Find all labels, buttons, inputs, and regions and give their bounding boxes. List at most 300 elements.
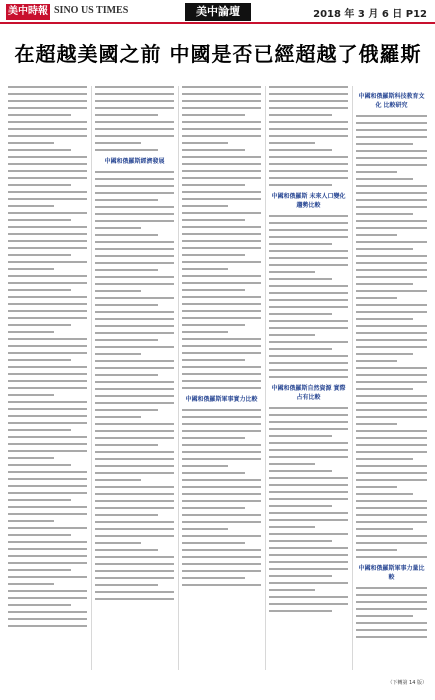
text-line	[269, 299, 348, 301]
section-subhead: 中國和俄羅斯自然資源 實際占有比較	[271, 385, 346, 401]
text-line	[269, 533, 348, 535]
text-line	[95, 430, 174, 432]
text-line	[182, 240, 261, 242]
text-line	[269, 107, 348, 109]
text-line	[356, 311, 427, 313]
body-text	[8, 86, 87, 627]
text-line	[269, 184, 332, 186]
text-line	[182, 352, 261, 354]
text-line	[95, 437, 174, 439]
text-line	[269, 603, 348, 605]
text-line	[269, 243, 332, 245]
text-line	[269, 519, 348, 521]
text-line	[8, 338, 87, 340]
text-line	[269, 163, 348, 165]
date-page: 2018 年 3 月 6 日 P12	[313, 9, 427, 20]
text-line	[356, 129, 427, 131]
text-line	[8, 380, 87, 382]
text-line	[182, 324, 245, 326]
text-line	[269, 320, 348, 322]
text-line	[8, 359, 71, 361]
text-line	[356, 234, 397, 236]
text-line	[95, 423, 174, 425]
text-line	[95, 318, 174, 320]
text-line	[95, 192, 174, 194]
text-line	[356, 367, 427, 369]
text-line	[356, 479, 427, 481]
text-line	[182, 373, 261, 375]
text-line	[182, 577, 245, 579]
text-line	[8, 541, 87, 543]
text-line	[8, 121, 87, 123]
text-line	[8, 177, 87, 179]
section-subhead: 中國和俄羅斯科技教育文化 比較研究	[358, 93, 425, 109]
article-column-1	[8, 86, 87, 670]
body-text	[182, 409, 261, 586]
text-line	[8, 562, 87, 564]
column-rule	[265, 86, 266, 670]
text-line	[182, 437, 245, 439]
text-line	[95, 402, 174, 404]
body-text	[95, 86, 174, 151]
text-line	[8, 534, 71, 536]
text-line	[95, 121, 174, 123]
text-line	[8, 513, 87, 515]
text-line	[182, 521, 261, 523]
text-line	[95, 185, 174, 187]
text-line	[356, 437, 427, 439]
text-line	[356, 629, 427, 631]
text-line	[8, 135, 87, 137]
text-line	[269, 484, 348, 486]
text-line	[95, 339, 158, 341]
text-line	[182, 121, 261, 123]
text-line	[95, 500, 174, 502]
text-line	[95, 458, 174, 460]
text-line	[8, 457, 54, 459]
text-line	[8, 590, 87, 592]
text-line	[356, 227, 427, 229]
text-line	[356, 615, 413, 617]
text-line	[95, 577, 174, 579]
text-line	[356, 283, 413, 285]
text-line	[8, 506, 87, 508]
text-line	[182, 247, 261, 249]
text-line	[269, 355, 348, 357]
text-line	[356, 472, 427, 474]
text-line	[269, 215, 348, 217]
text-line	[182, 380, 261, 382]
text-line	[269, 334, 315, 336]
text-line	[95, 507, 174, 509]
text-line	[356, 587, 427, 589]
text-line	[95, 465, 174, 467]
text-line	[356, 262, 427, 264]
article-column-4	[269, 86, 348, 670]
text-line	[95, 451, 174, 453]
text-line	[8, 100, 87, 102]
text-line	[182, 359, 245, 361]
text-line	[356, 556, 427, 558]
section-subhead: 中國和俄羅斯軍事實力比較	[185, 396, 258, 403]
text-line	[356, 115, 427, 117]
section-subhead: 中國和俄羅斯經濟發展	[104, 158, 165, 165]
text-line	[269, 278, 332, 280]
text-line	[356, 206, 427, 208]
text-line	[356, 122, 427, 124]
text-line	[8, 149, 71, 151]
text-line	[356, 542, 427, 544]
text-line	[8, 205, 54, 207]
text-line	[182, 387, 261, 389]
text-line	[269, 463, 315, 465]
section-subhead: 中國和俄羅斯軍事力量比較	[358, 565, 425, 581]
text-line	[269, 264, 348, 266]
text-line	[356, 514, 427, 516]
text-line	[95, 584, 158, 586]
text-line	[182, 535, 261, 537]
text-line	[182, 184, 245, 186]
text-line	[356, 409, 427, 411]
text-line	[269, 156, 348, 158]
text-line	[182, 135, 261, 137]
text-line	[356, 255, 427, 257]
text-line	[356, 395, 427, 397]
text-line	[182, 528, 228, 530]
text-line	[182, 500, 261, 502]
text-line	[8, 324, 71, 326]
section-label: 美中論壇	[185, 3, 251, 21]
text-line	[8, 198, 87, 200]
text-line	[95, 556, 174, 558]
text-line	[8, 142, 54, 144]
text-line	[8, 163, 87, 165]
text-line	[182, 514, 261, 516]
text-line	[269, 554, 348, 556]
text-line	[8, 107, 87, 109]
text-line	[356, 332, 427, 334]
text-line	[182, 345, 261, 347]
text-line	[8, 254, 71, 256]
text-line	[356, 150, 427, 152]
text-line	[95, 241, 174, 243]
text-line	[8, 275, 87, 277]
text-line	[356, 297, 397, 299]
text-line	[269, 135, 348, 137]
text-line	[95, 248, 174, 250]
text-line	[95, 283, 174, 285]
text-line	[8, 464, 71, 466]
text-line	[8, 429, 71, 431]
text-line	[356, 381, 427, 383]
text-line	[182, 563, 261, 565]
text-line	[95, 178, 174, 180]
text-line	[95, 444, 158, 446]
text-line	[269, 292, 348, 294]
text-line	[95, 346, 174, 348]
text-line	[269, 568, 348, 570]
text-line	[95, 325, 174, 327]
text-line	[269, 449, 348, 451]
text-line	[95, 114, 158, 116]
text-line	[269, 369, 348, 371]
text-line	[269, 341, 348, 343]
text-line	[95, 388, 174, 390]
text-line	[356, 339, 427, 341]
text-line	[356, 213, 413, 215]
text-line	[269, 250, 348, 252]
text-line	[95, 199, 158, 201]
text-line	[8, 303, 87, 305]
text-line	[182, 451, 261, 453]
text-line	[8, 583, 54, 585]
text-line	[95, 472, 174, 474]
text-line	[356, 521, 427, 523]
text-line	[95, 563, 174, 565]
text-line	[182, 233, 261, 235]
text-line	[269, 610, 332, 612]
text-line	[269, 540, 332, 542]
text-line	[269, 414, 348, 416]
text-line	[182, 156, 261, 158]
masthead	[0, 0, 435, 24]
text-line	[269, 428, 348, 430]
article-column-2	[95, 86, 174, 670]
text-line	[8, 394, 54, 396]
text-line	[269, 477, 348, 479]
text-line	[269, 177, 348, 179]
text-line	[95, 591, 174, 593]
text-line	[8, 611, 87, 613]
text-line	[8, 485, 87, 487]
text-line	[8, 450, 87, 452]
text-line	[8, 569, 71, 571]
text-line	[8, 261, 87, 263]
text-line	[269, 229, 348, 231]
text-line	[182, 310, 261, 312]
text-line	[269, 128, 348, 130]
article-column-5	[356, 86, 427, 670]
text-line	[95, 332, 174, 334]
text-line	[95, 528, 174, 530]
text-line	[95, 128, 174, 130]
text-line	[356, 402, 427, 404]
text-line	[356, 276, 427, 278]
text-line	[8, 282, 87, 284]
text-line	[182, 226, 261, 228]
text-line	[269, 407, 348, 409]
text-line	[95, 290, 141, 292]
text-line	[8, 247, 87, 249]
text-line	[356, 507, 427, 509]
text-line	[8, 317, 87, 319]
text-line	[182, 149, 245, 151]
text-line	[182, 107, 261, 109]
text-line	[182, 472, 245, 474]
text-line	[95, 542, 141, 544]
text-line	[356, 185, 427, 187]
text-line	[95, 213, 174, 215]
column-rule	[352, 86, 353, 670]
text-line	[8, 114, 71, 116]
text-line	[356, 171, 397, 173]
text-line	[269, 491, 348, 493]
text-line	[8, 289, 71, 291]
column-rule	[91, 86, 92, 670]
text-line	[8, 331, 54, 333]
text-line	[356, 423, 397, 425]
text-line	[269, 505, 332, 507]
text-line	[95, 493, 174, 495]
text-line	[182, 170, 261, 172]
text-line	[8, 436, 87, 438]
text-line	[182, 493, 261, 495]
text-line	[356, 622, 427, 624]
text-line	[269, 456, 348, 458]
text-line	[8, 401, 87, 403]
text-line	[182, 423, 261, 425]
text-line	[8, 387, 87, 389]
text-line	[356, 192, 427, 194]
text-line	[95, 149, 158, 151]
text-line	[269, 306, 348, 308]
text-line	[8, 345, 87, 347]
text-line	[182, 128, 261, 130]
text-line	[182, 86, 261, 88]
text-line	[182, 317, 261, 319]
text-line	[356, 199, 427, 201]
text-line	[269, 114, 332, 116]
text-line	[269, 271, 315, 273]
text-line	[356, 157, 427, 159]
text-line	[356, 241, 427, 243]
text-line	[8, 366, 87, 368]
text-line	[269, 498, 348, 500]
text-line	[8, 240, 87, 242]
text-line	[269, 376, 348, 378]
text-line	[182, 268, 228, 270]
text-line	[269, 421, 348, 423]
text-line	[182, 212, 261, 214]
headline: 在超越美國之前 中國是否已經超越了俄羅斯	[14, 42, 422, 66]
text-line	[182, 465, 228, 467]
continued-note: （下轉第 14 版）	[387, 680, 427, 686]
text-line	[182, 261, 261, 263]
text-line	[356, 360, 397, 362]
text-line	[269, 86, 348, 88]
text-line	[182, 479, 261, 481]
text-line	[95, 367, 174, 369]
text-line	[8, 422, 87, 424]
text-line	[95, 171, 174, 173]
text-line	[269, 170, 348, 172]
text-line	[95, 276, 174, 278]
text-line	[8, 296, 87, 298]
text-line	[356, 304, 427, 306]
text-line	[356, 636, 427, 638]
text-line	[8, 191, 87, 193]
text-line	[269, 547, 348, 549]
text-line	[8, 625, 87, 627]
masthead-title-en: SINO US TIMES	[54, 5, 129, 16]
text-line	[95, 360, 174, 362]
text-line	[182, 366, 261, 368]
text-line	[356, 164, 427, 166]
text-line	[182, 198, 261, 200]
text-line	[95, 486, 174, 488]
text-line	[182, 303, 261, 305]
text-line	[95, 234, 158, 236]
text-line	[95, 514, 158, 516]
text-line	[269, 582, 348, 584]
body-text	[356, 115, 427, 558]
text-line	[182, 331, 228, 333]
text-line	[182, 275, 261, 277]
text-line	[356, 601, 427, 603]
text-line	[95, 107, 174, 109]
text-line	[356, 136, 427, 138]
article-column-3	[182, 86, 261, 670]
text-line	[8, 93, 87, 95]
text-line	[269, 149, 332, 151]
masthead-logo: 美中時報	[6, 4, 50, 20]
text-line	[182, 100, 261, 102]
text-line	[95, 142, 141, 144]
text-line	[8, 520, 54, 522]
text-line	[269, 526, 315, 528]
text-line	[356, 248, 413, 250]
text-line	[269, 142, 315, 144]
text-line	[182, 177, 261, 179]
text-line	[182, 114, 245, 116]
text-line	[269, 435, 332, 437]
text-line	[95, 409, 158, 411]
text-line	[95, 262, 174, 264]
text-line	[269, 442, 348, 444]
text-line	[182, 542, 245, 544]
text-line	[356, 178, 413, 180]
text-line	[95, 570, 174, 572]
text-line	[356, 353, 413, 355]
text-line	[8, 170, 87, 172]
text-line	[269, 327, 348, 329]
text-line	[182, 282, 261, 284]
body-text	[95, 171, 174, 600]
text-line	[269, 575, 332, 577]
text-line	[356, 220, 427, 222]
text-line	[8, 443, 87, 445]
text-line	[182, 296, 261, 298]
text-line	[8, 268, 54, 270]
text-line	[8, 548, 87, 550]
column-rule	[178, 86, 179, 670]
text-line	[8, 184, 71, 186]
text-line	[182, 570, 261, 572]
text-line	[182, 93, 261, 95]
text-line	[356, 290, 427, 292]
body-text	[269, 215, 348, 378]
text-line	[95, 269, 158, 271]
text-line	[95, 311, 174, 313]
text-line	[182, 205, 228, 207]
text-line	[269, 596, 348, 598]
text-line	[269, 362, 348, 364]
text-line	[8, 604, 71, 606]
text-line	[269, 561, 348, 563]
text-line	[182, 458, 261, 460]
text-line	[182, 556, 261, 558]
text-line	[356, 458, 413, 460]
